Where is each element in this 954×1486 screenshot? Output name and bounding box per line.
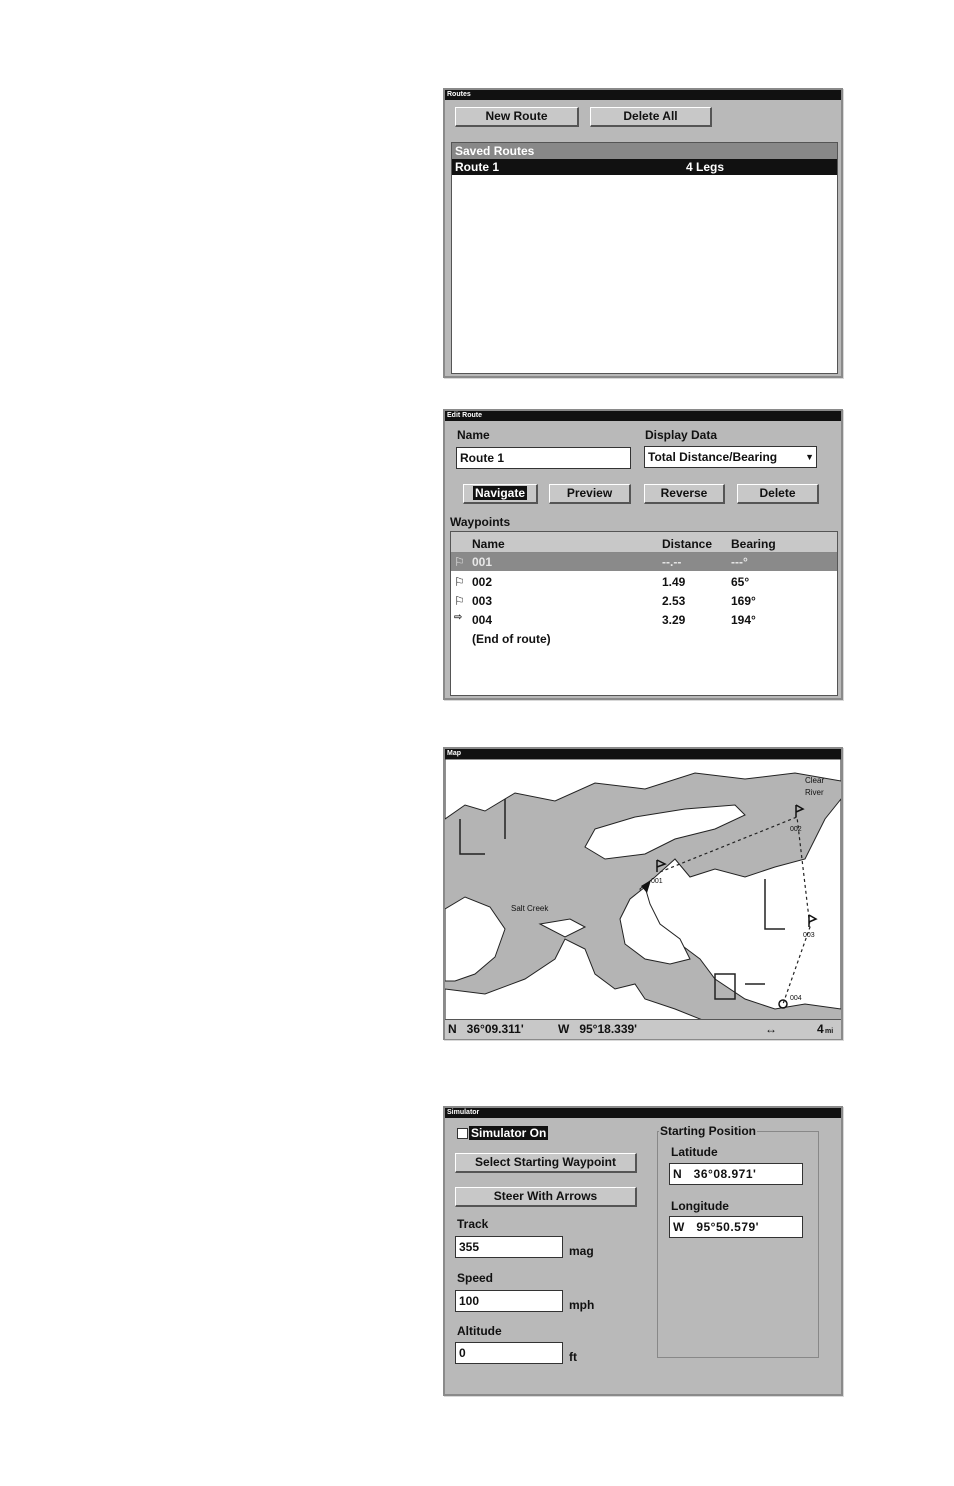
waypoints-header-row: [451, 532, 837, 553]
col-name-header: Name: [472, 537, 505, 551]
simulator-on-checkbox[interactable]: [457, 1125, 548, 1141]
delete-all-button[interactable]: Delete All: [590, 107, 712, 127]
latitude-label: Latitude: [671, 1145, 718, 1159]
clear-river-label-1: Clear: [805, 776, 825, 785]
starting-position-label: Starting Position: [660, 1124, 756, 1138]
row-bearing: 65°: [731, 575, 750, 589]
table-row[interactable]: [451, 611, 837, 629]
clear-river-label-2: River: [805, 788, 824, 797]
map-canvas[interactable]: [445, 759, 841, 1021]
salt-creek-label: Salt Creek: [511, 904, 549, 913]
row-bearing: 169°: [731, 594, 756, 608]
speed-field[interactable]: 100: [455, 1290, 563, 1312]
table-row[interactable]: [451, 553, 837, 571]
row-distance: 1.49: [662, 575, 686, 589]
zoom-range-icon: ↔: [765, 1022, 777, 1036]
row-name: 004: [472, 613, 493, 627]
wp-002-label: 002: [790, 826, 802, 833]
checkbox-icon: [457, 1128, 468, 1139]
waypoint-flag-icon: ⚐: [454, 555, 465, 569]
saved-routes-panel: [451, 142, 838, 374]
edit-route-title: Edit Route: [445, 411, 841, 421]
wp-004-label: 004: [790, 995, 802, 1002]
delete-button[interactable]: Delete: [737, 484, 819, 504]
longitude-label: Longitude: [671, 1199, 729, 1213]
col-distance-header: Distance: [662, 537, 713, 551]
row-name: 002: [472, 575, 493, 589]
altitude-field[interactable]: 0: [455, 1342, 563, 1364]
waypoints-list: [450, 531, 838, 696]
display-data-select[interactable]: [644, 446, 817, 468]
track-field[interactable]: 355: [455, 1236, 563, 1258]
altitude-label: Altitude: [457, 1324, 502, 1338]
navigate-button[interactable]: [463, 484, 538, 504]
route-name: Route 1: [455, 160, 500, 174]
track-unit: mag: [569, 1244, 594, 1258]
speed-unit: mph: [569, 1298, 595, 1312]
map-title: Map: [445, 749, 841, 759]
steer-with-arrows-button[interactable]: Steer With Arrows: [455, 1187, 637, 1207]
routes-title: Routes: [445, 90, 841, 100]
row-name: 001: [472, 555, 493, 569]
row-bearing: 194°: [731, 613, 756, 627]
navigate-label: Navigate: [474, 486, 526, 500]
select-starting-waypoint-button[interactable]: Select Starting Waypoint: [455, 1153, 637, 1173]
longitude-field[interactable]: W 95°50.579': [669, 1216, 803, 1238]
edit-route-window: [443, 409, 843, 700]
wp-003-label: 003: [803, 932, 815, 939]
saved-routes-header: Saved Routes: [452, 143, 837, 159]
destination-icon: ⇨: [454, 612, 463, 623]
col-bearing-header: Bearing: [731, 537, 776, 551]
row-bearing: ---°: [731, 555, 748, 569]
simulator-on-label: Simulator On: [471, 1126, 547, 1140]
row-distance: 3.29: [662, 613, 686, 627]
row-distance: 2.53: [662, 594, 686, 608]
table-row[interactable]: [451, 592, 837, 610]
chevron-down-icon: ▼: [805, 452, 814, 462]
map-latitude: N 36°09.311': [448, 1022, 524, 1036]
reverse-button[interactable]: Reverse: [644, 484, 725, 504]
preview-button[interactable]: Preview: [549, 484, 631, 504]
waypoint-flag-icon: ⚐: [454, 594, 465, 608]
speed-label: Speed: [457, 1271, 494, 1285]
routes-window: [443, 88, 843, 378]
map-status-bar: [445, 1019, 841, 1039]
new-route-button[interactable]: New Route: [455, 107, 579, 127]
map-zoom-unit: mi: [825, 1028, 834, 1035]
route-legs: 4 Legs: [686, 160, 725, 174]
simulator-window: [443, 1106, 843, 1396]
latitude-field[interactable]: N 36°08.971': [669, 1163, 803, 1185]
map-zoom-value: 4: [817, 1022, 824, 1036]
display-data-label: Display Data: [645, 428, 718, 442]
wp-001-label: 001: [651, 878, 663, 885]
altitude-unit: ft: [569, 1350, 577, 1364]
name-label: Name: [457, 428, 490, 442]
waypoints-label: Waypoints: [450, 515, 511, 529]
route-name-field[interactable]: Route 1: [456, 447, 631, 469]
track-label: Track: [457, 1217, 489, 1231]
waypoint-flag-icon: ⚐: [454, 575, 465, 589]
simulator-title: Simulator: [445, 1108, 841, 1118]
row-name: 003: [472, 594, 493, 608]
route-row[interactable]: [452, 159, 837, 175]
end-of-route: (End of route): [472, 632, 551, 646]
row-distance: --.--: [662, 555, 682, 569]
map-longitude: W 95°18.339': [558, 1022, 638, 1036]
table-row[interactable]: [451, 573, 837, 591]
map-window: [443, 747, 843, 1040]
display-data-value: Total Distance/Bearing: [648, 450, 778, 464]
